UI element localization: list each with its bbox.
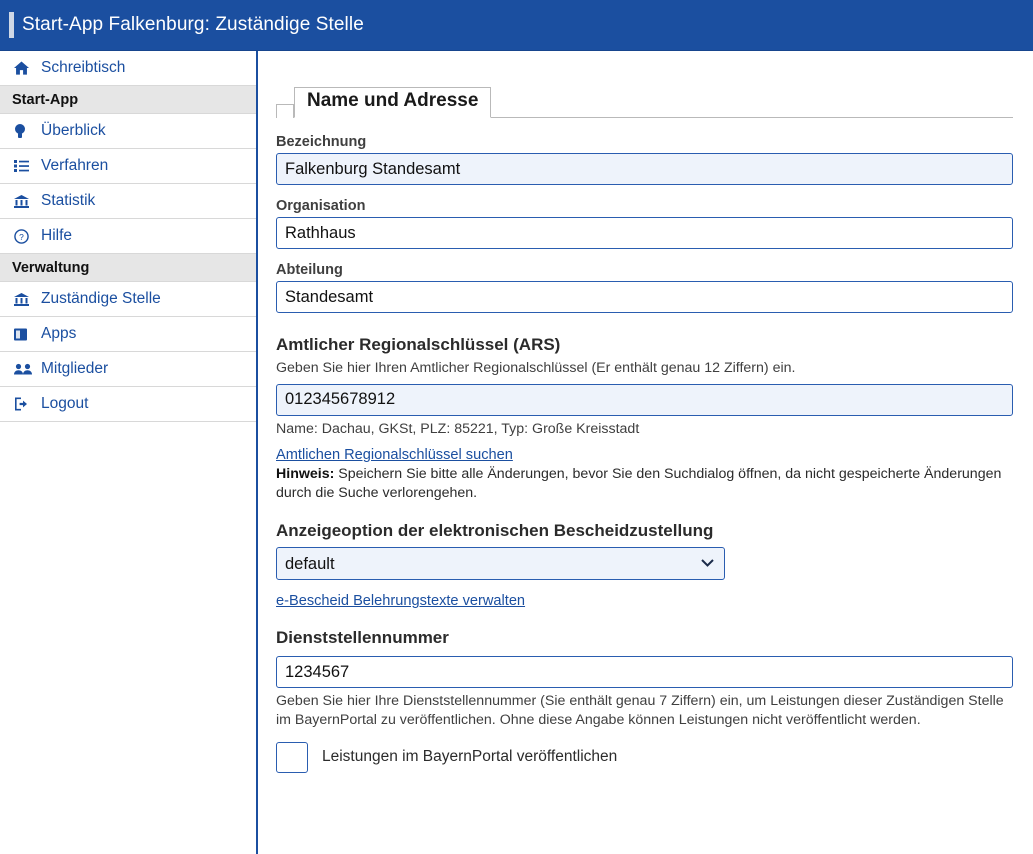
list-icon [14, 160, 34, 172]
ebescheid-belehrungstexte-link[interactable]: e-Bescheid Belehrungstexte verwalten [276, 593, 526, 610]
sidebar-item-label: Hilfe [41, 227, 73, 244]
sidebar-item-label: Zuständige Stelle [41, 290, 161, 307]
sidebar-item-zustaendige-stelle[interactable] [0, 282, 256, 317]
sidebar-item-apps[interactable] [0, 317, 256, 352]
sidebar [0, 51, 258, 854]
help-icon [14, 229, 34, 244]
sidebar-section-start-app [0, 86, 256, 114]
sidebar-item-label: Verfahren [41, 157, 109, 174]
ars-save-note-text: Speichern Sie bitte alle Änderungen, bevor Sie den Suchdialog öffnen, da nicht gespeicherte Änderungen durch die Suche verlorengehen. [276, 465, 1002, 501]
bulb-icon [14, 124, 34, 139]
anzeigeoption-select-wrap [276, 547, 725, 580]
sidebar-empty-space [0, 422, 256, 854]
svg-text:?: ? [19, 231, 24, 242]
tab-strip-lead [276, 104, 294, 118]
sidebar-item-verfahren[interactable] [0, 149, 256, 184]
sidebar-item-logout[interactable] [0, 387, 256, 422]
field-label-ars: Amtlicher Regionalschlüssel (ARS) [276, 335, 561, 354]
sidebar-item-ueberblick[interactable] [0, 114, 256, 149]
field-label-anzeigeoption: Anzeigeoption der elektronischen Bescheidzustellung [276, 521, 714, 541]
sidebar-item-label: Überblick [41, 122, 106, 139]
sidebar-item-hilfe[interactable] [0, 219, 256, 254]
ars-input[interactable] [276, 384, 1013, 416]
window-body [0, 51, 1033, 854]
window-title-bar [0, 0, 1033, 51]
sidebar-item-mitglieder[interactable] [0, 352, 256, 387]
anzeigeoption-select[interactable] [276, 547, 725, 580]
sidebar-item-schreibtisch[interactable] [0, 51, 256, 86]
abteilung-input[interactable] [276, 281, 1013, 313]
field-anzeigeoption [276, 521, 1013, 610]
field-label-dienststellennummer: Dienststellennummer [276, 628, 449, 648]
logout-icon [14, 397, 34, 411]
field-dienststellennummer [276, 628, 1013, 773]
sidebar-section-label: Start-App [12, 91, 79, 108]
sidebar-section-label: Verwaltung [12, 259, 90, 276]
publish-checkbox-row [276, 742, 1013, 773]
organisation-input[interactable] [276, 217, 1013, 249]
main-content [258, 51, 1033, 854]
members-icon [14, 363, 34, 375]
ars-resolved-info: Name: Dachau, GKSt, PLZ: 85221, Typ: Große Kreisstadt [276, 420, 640, 437]
dienststellennummer-input[interactable] [276, 656, 1013, 688]
ars-save-note [276, 465, 1013, 503]
ars-save-note-prefix: Hinweis: [276, 465, 335, 482]
sidebar-item-statistik[interactable] [0, 184, 256, 219]
sidebar-item-label: Schreibtisch [41, 59, 126, 76]
field-bezeichnung [276, 134, 1013, 185]
dienststellennummer-hint: Geben Sie hier Ihre Dienststellennummer (Sie enthält genau 7 Ziffern) ein, um Leistungen dieser Zuständigen Stelle im BayernPortal zu veröffentlichen. Ohne diese Angabe können Leistungen nicht veröffentlicht werden. [276, 693, 1004, 728]
publish-bayernportal-checkbox[interactable] [276, 742, 308, 773]
tab-strip [276, 84, 1013, 118]
sidebar-section-verwaltung [0, 254, 256, 282]
bezeichnung-input[interactable] [276, 153, 1013, 185]
field-organisation [276, 198, 1013, 249]
form-panel [258, 118, 1033, 773]
tab-name-und-adresse[interactable]: Name und Adresse [294, 87, 491, 118]
ars-search-link[interactable]: Amtlichen Regionalschlüssel suchen [276, 446, 513, 463]
field-abteilung [276, 262, 1013, 313]
window-title: Start-App Falkenburg: Zuständige Stelle [22, 14, 364, 35]
apps-icon [14, 328, 34, 341]
ars-hint: Geben Sie hier Ihren Amtlicher Regionalschlüssel (Er enthält genau 12 Ziffern) ein. [276, 360, 796, 376]
title-accent-bar [9, 12, 14, 38]
sidebar-item-label: Mitglieder [41, 360, 109, 377]
field-label-organisation: Organisation [276, 198, 366, 214]
bank-icon [14, 293, 34, 306]
publish-bayernportal-label: Leistungen im BayernPortal veröffentlichen [322, 748, 618, 766]
sidebar-item-label: Logout [41, 395, 89, 412]
field-ars [276, 335, 1013, 503]
sidebar-item-label: Apps [41, 325, 77, 342]
home-icon [14, 61, 34, 75]
field-label-bezeichnung: Bezeichnung [276, 134, 367, 150]
field-label-abteilung: Abteilung [276, 262, 343, 278]
sidebar-item-label: Statistik [41, 192, 96, 209]
bank-icon [14, 195, 34, 208]
